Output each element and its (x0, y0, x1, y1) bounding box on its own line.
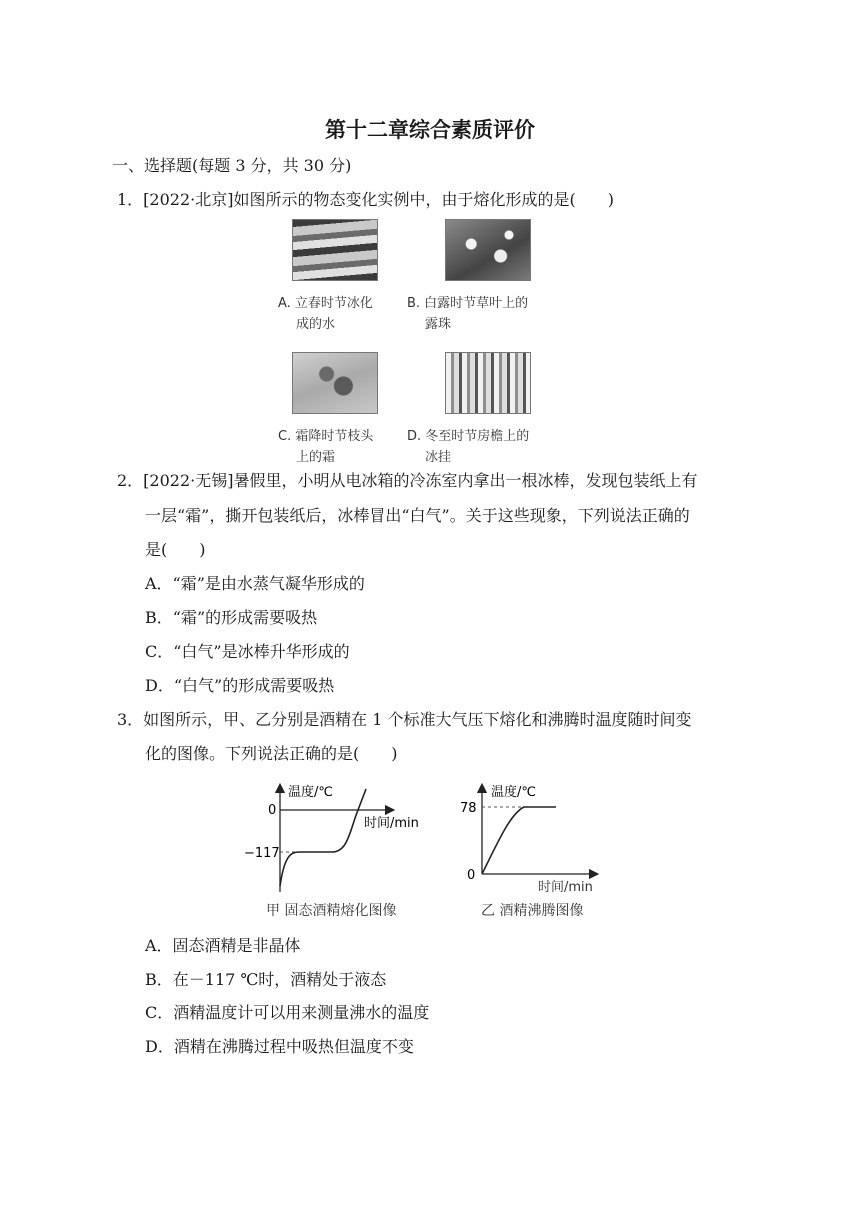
graph1-ylabel: 温度/℃ (288, 785, 333, 800)
caption-b-line1: B. 白露时节草叶上的 (407, 296, 529, 311)
caption-b-line2: 露珠 (425, 317, 452, 332)
question-2-line2: 一层“霜”，撕开包装纸后，冰棒冒出“白气”。关于这些现象，下列说法正确的 (145, 506, 690, 525)
photo-dew-drops (445, 219, 531, 281)
graph1-xlabel: 时间/min (364, 816, 419, 831)
photo-frost-branch (292, 352, 378, 414)
caption-d-line1: D. 冬至时节房檐上的 (407, 429, 530, 444)
photo-ice-melting (292, 219, 378, 281)
question-2-option-b: B．“霜”的形成需要吸热 (145, 608, 318, 627)
question-3-option-a: A．固态酒精是非晶体 (145, 936, 301, 955)
question-3-option-d: D．酒精在沸腾过程中吸热但温度不变 (145, 1037, 414, 1056)
caption-a-line1: A. 立春时节冰化 (278, 296, 373, 311)
question-3-option-b: B．在－117 ℃时，酒精处于液态 (145, 970, 387, 989)
graph2-xlabel: 时间/min (538, 880, 593, 895)
caption-d-line2: 冰挂 (425, 450, 452, 465)
caption-c-line2: 上的霜 (296, 450, 336, 465)
graph1-caption: 甲 固态酒精熔化图像 (266, 903, 397, 919)
question-3-line2: 化的图像。下列说法正确的是( ) (145, 744, 398, 763)
page-title: 第十二章综合素质评价 (325, 118, 535, 142)
question-2-option-d: D．“白气”的形成需要吸热 (145, 676, 335, 695)
question-2-option-c: C．“白气”是冰棒升华形成的 (145, 642, 350, 661)
question-3-line1: 3．如图所示，甲、乙分别是酒精在 1 个标准大气压下熔化和沸腾时温度随时间变 (117, 710, 692, 729)
boiling-curve (482, 807, 556, 874)
photo-icicles (445, 352, 531, 414)
graph2-caption: 乙 酒精沸腾图像 (481, 903, 584, 919)
question-3-option-c: C．酒精温度计可以用来测量沸水的温度 (145, 1003, 430, 1022)
question-2-line3: 是( ) (145, 540, 206, 559)
melting-curve (280, 789, 366, 886)
graph2-tick-zero: 0 (467, 868, 476, 883)
graph1-tick-zero: 0 (268, 803, 277, 818)
question-2-option-a: A．“霜”是由水蒸气凝华形成的 (145, 574, 365, 593)
question-1-stem: 1．[2022·北京]如图所示的物态变化实例中，由于熔化形成的是( ) (117, 190, 614, 209)
caption-a-line2: 成的水 (296, 317, 336, 332)
graph2-ylabel: 温度/℃ (491, 785, 536, 800)
question-2-line1: 2．[2022·无锡]暑假里，小明从电冰箱的冷冻室内拿出一根冰棒，发现包装纸上有 (117, 471, 698, 490)
graph2-tick-value: 78 (460, 801, 477, 816)
caption-c-line1: C. 霜降时节枝头 (278, 429, 374, 444)
section-heading: 一、选择题(每题 3 分，共 30 分) (112, 156, 352, 175)
graph1-tick-value: −117 (244, 846, 280, 861)
